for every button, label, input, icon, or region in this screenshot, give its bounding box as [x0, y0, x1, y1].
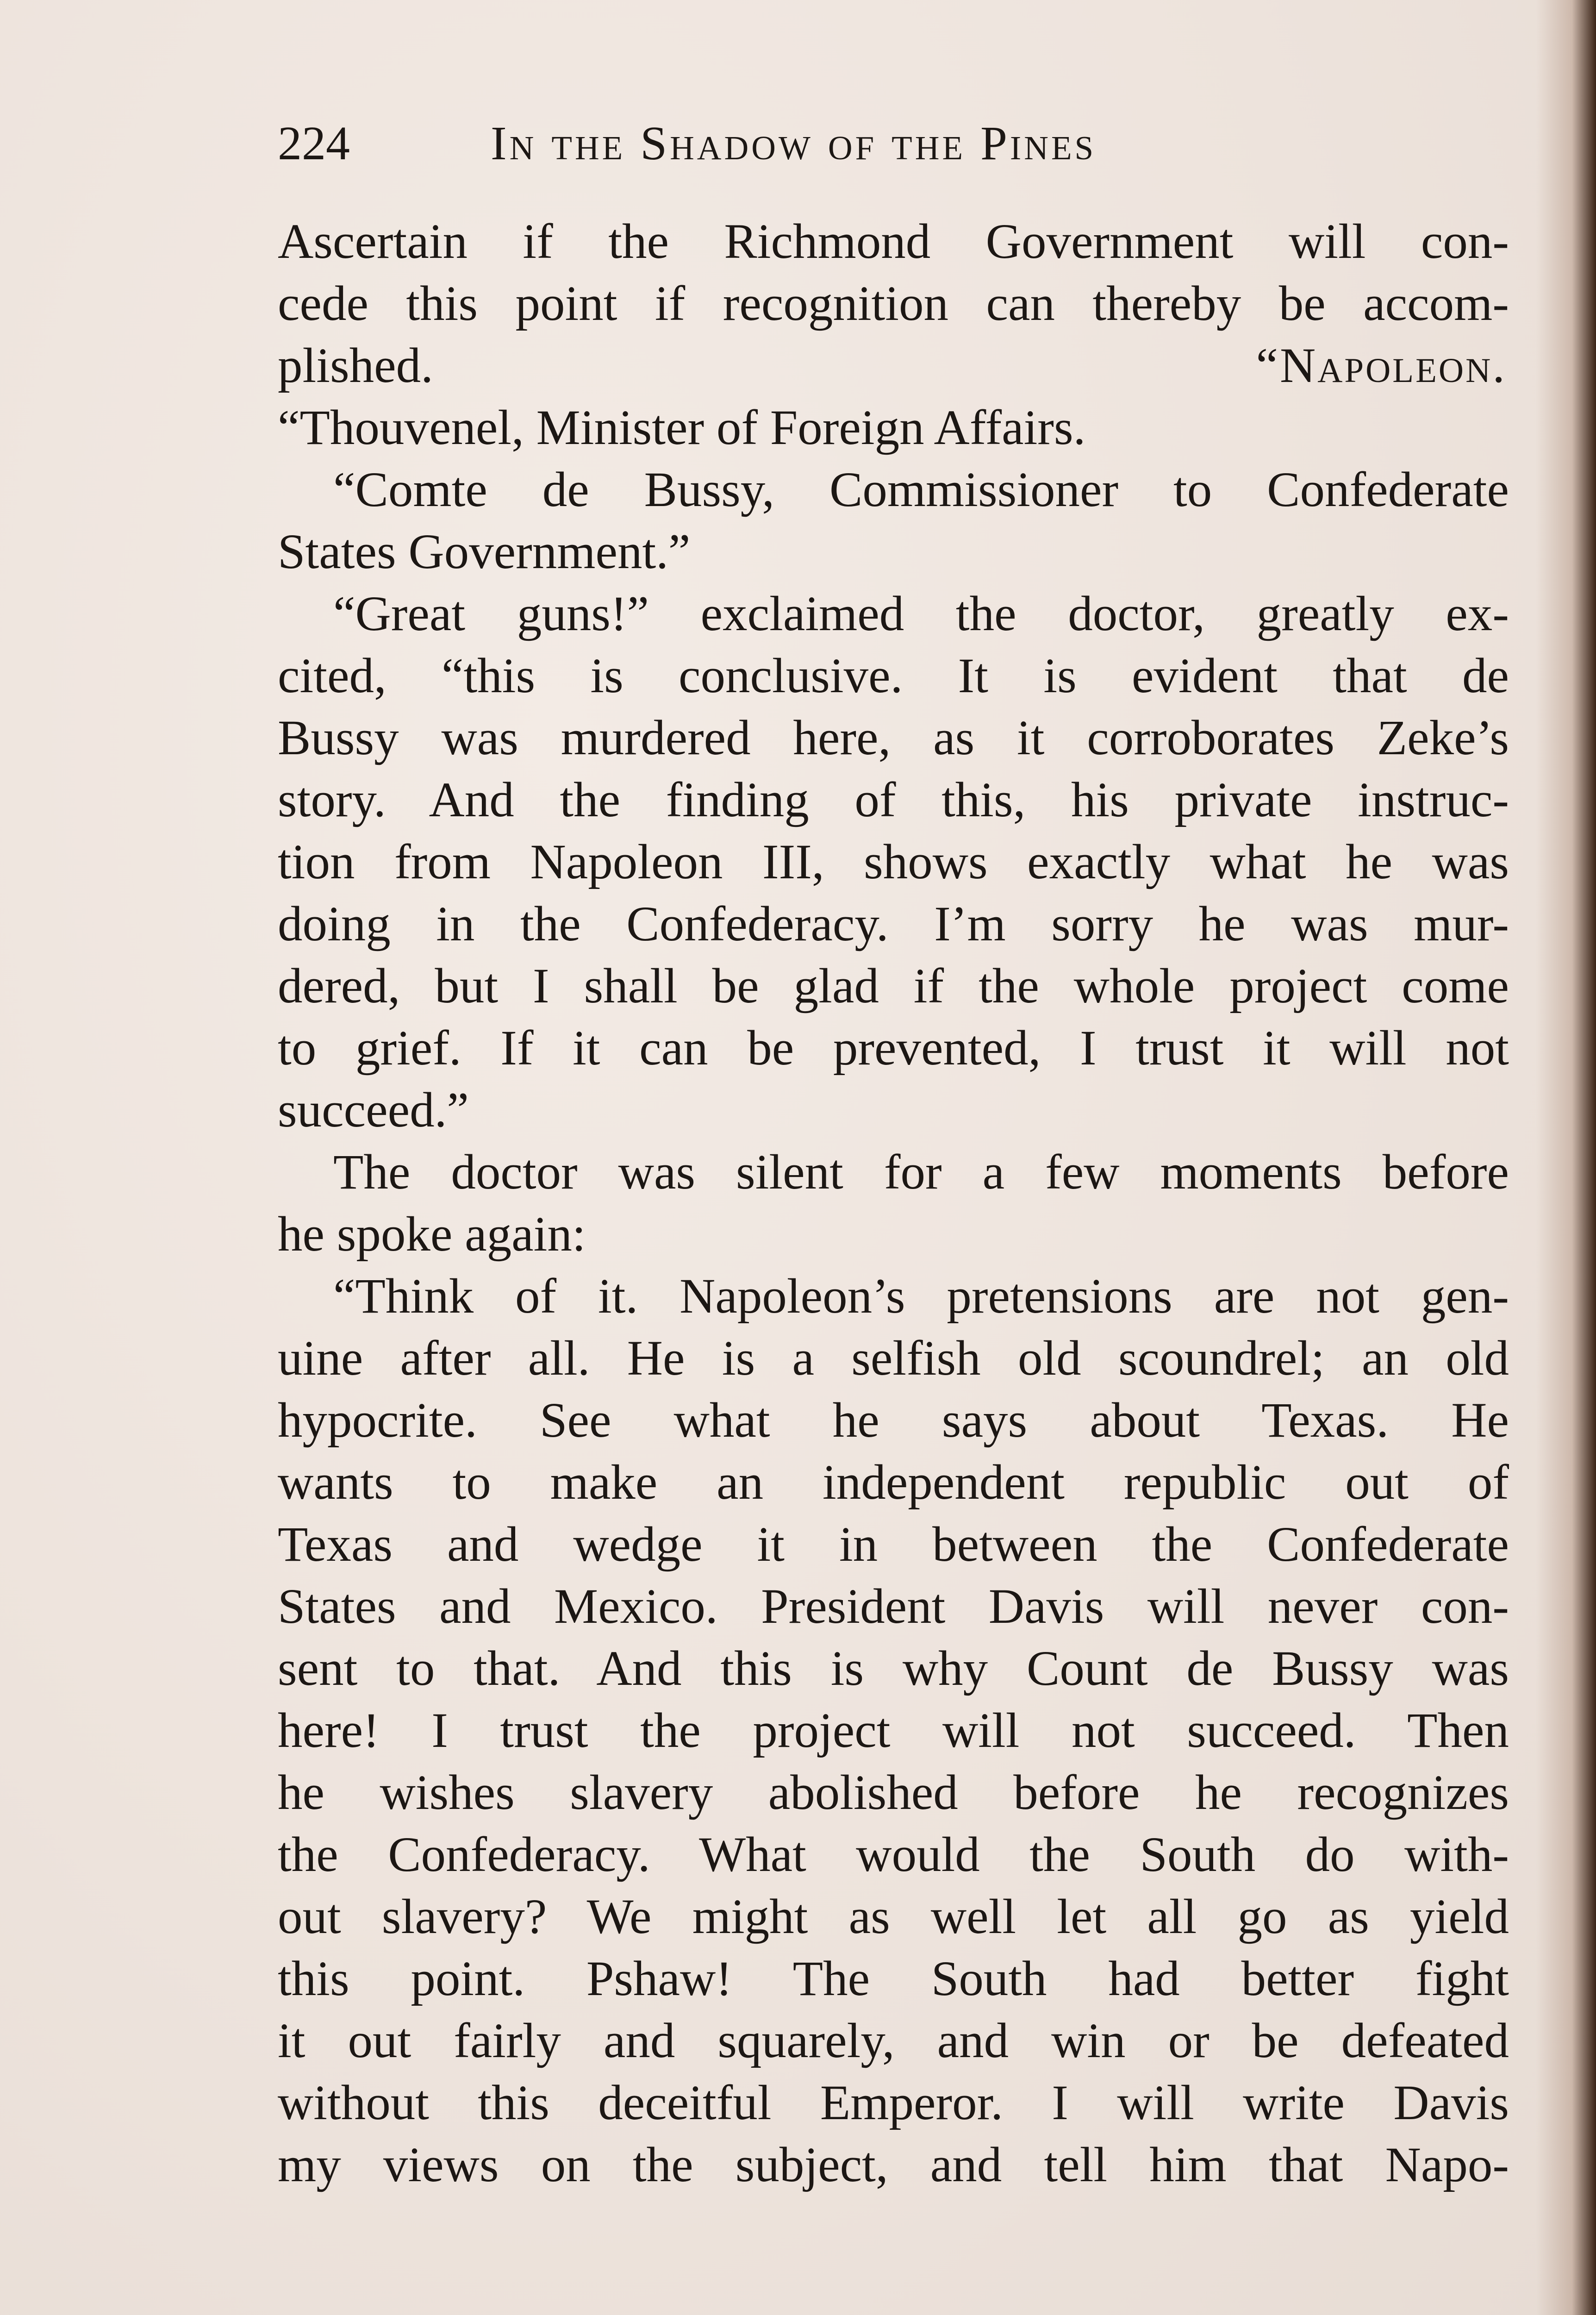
text-line: wants to make an independent republic out of — [278, 1455, 1509, 1510]
text-line: to grief. If it can be prevented, I trust it will not — [278, 1021, 1509, 1076]
text-line: he spoke again: — [278, 1207, 586, 1262]
text-line: my views on the subject, and tell him that Napo- — [278, 2138, 1509, 2192]
text-line-signature — [278, 335, 1509, 397]
page-header — [278, 116, 1296, 171]
text-line: hypocrite. See what he says about Texas. He — [278, 1393, 1509, 1448]
text-line: succeed.” — [278, 1083, 469, 1138]
text-line: story. And the finding of this, his private instruc- — [278, 773, 1509, 827]
text-line: “Thouvenel, Minister of Foreign Affairs. — [278, 400, 1086, 455]
text-line: out slavery? We might as well let all go as yield — [278, 1890, 1509, 1944]
text-line: cede this point if recognition can thereby be accom- — [278, 276, 1509, 331]
text-line: doing in the Confederacy. I’m sorry he was mur- — [278, 897, 1509, 951]
text-line: sent to that. And this is why Count de Bussy was — [278, 1641, 1509, 1696]
text-line: uine after all. He is a selfish old scoundrel; an old — [278, 1331, 1509, 1386]
signature-napoleon: “Napoleon. — [1256, 338, 1507, 393]
text-line: “Think of it. Napoleon’s pretensions are not gen- — [333, 1269, 1509, 1324]
text-line: plished. — [278, 338, 433, 393]
text-line: the Confederacy. What would the South do with- — [278, 1827, 1509, 1882]
text-line: cited, “this is conclusive. It is evident that de — [278, 649, 1509, 703]
body-text — [278, 211, 1509, 2196]
text-line: Ascertain if the Richmond Government will con- — [278, 214, 1509, 269]
text-line: “Comte de Bussy, Commissioner to Confederate — [333, 463, 1509, 517]
text-line: States and Mexico. President Davis will never con- — [278, 1579, 1509, 1634]
page-edge-shadow — [1536, 0, 1596, 2315]
text-line: he wishes slavery abolished before he recognizes — [278, 1765, 1509, 1820]
text-line: Bussy was murdered here, as it corroborates Zeke’s — [278, 711, 1509, 765]
running-head: In the Shadow of the Pines — [491, 117, 1097, 170]
text-line: this point. Pshaw! The South had better fight — [278, 1952, 1509, 2006]
text-line: The doctor was silent for a few moments before — [333, 1145, 1509, 1200]
text-line: it out fairly and squarely, and win or be defeated — [278, 2014, 1509, 2068]
text-line: without this deceitful Emperor. I will write Davis — [278, 2076, 1509, 2130]
text-line: dered, but I shall be glad if the whole project come — [278, 959, 1509, 1014]
text-line: here! I trust the project will not succeed. Then — [278, 1703, 1509, 1758]
text-line: tion from Napoleon III, shows exactly what he was — [278, 835, 1509, 889]
text-line: Texas and wedge it in between the Confederate — [278, 1517, 1509, 1572]
page-number: 224 — [278, 117, 350, 170]
text-line: States Government.” — [278, 525, 691, 579]
text-line: “Great guns!” exclaimed the doctor, greatly ex- — [333, 587, 1509, 641]
